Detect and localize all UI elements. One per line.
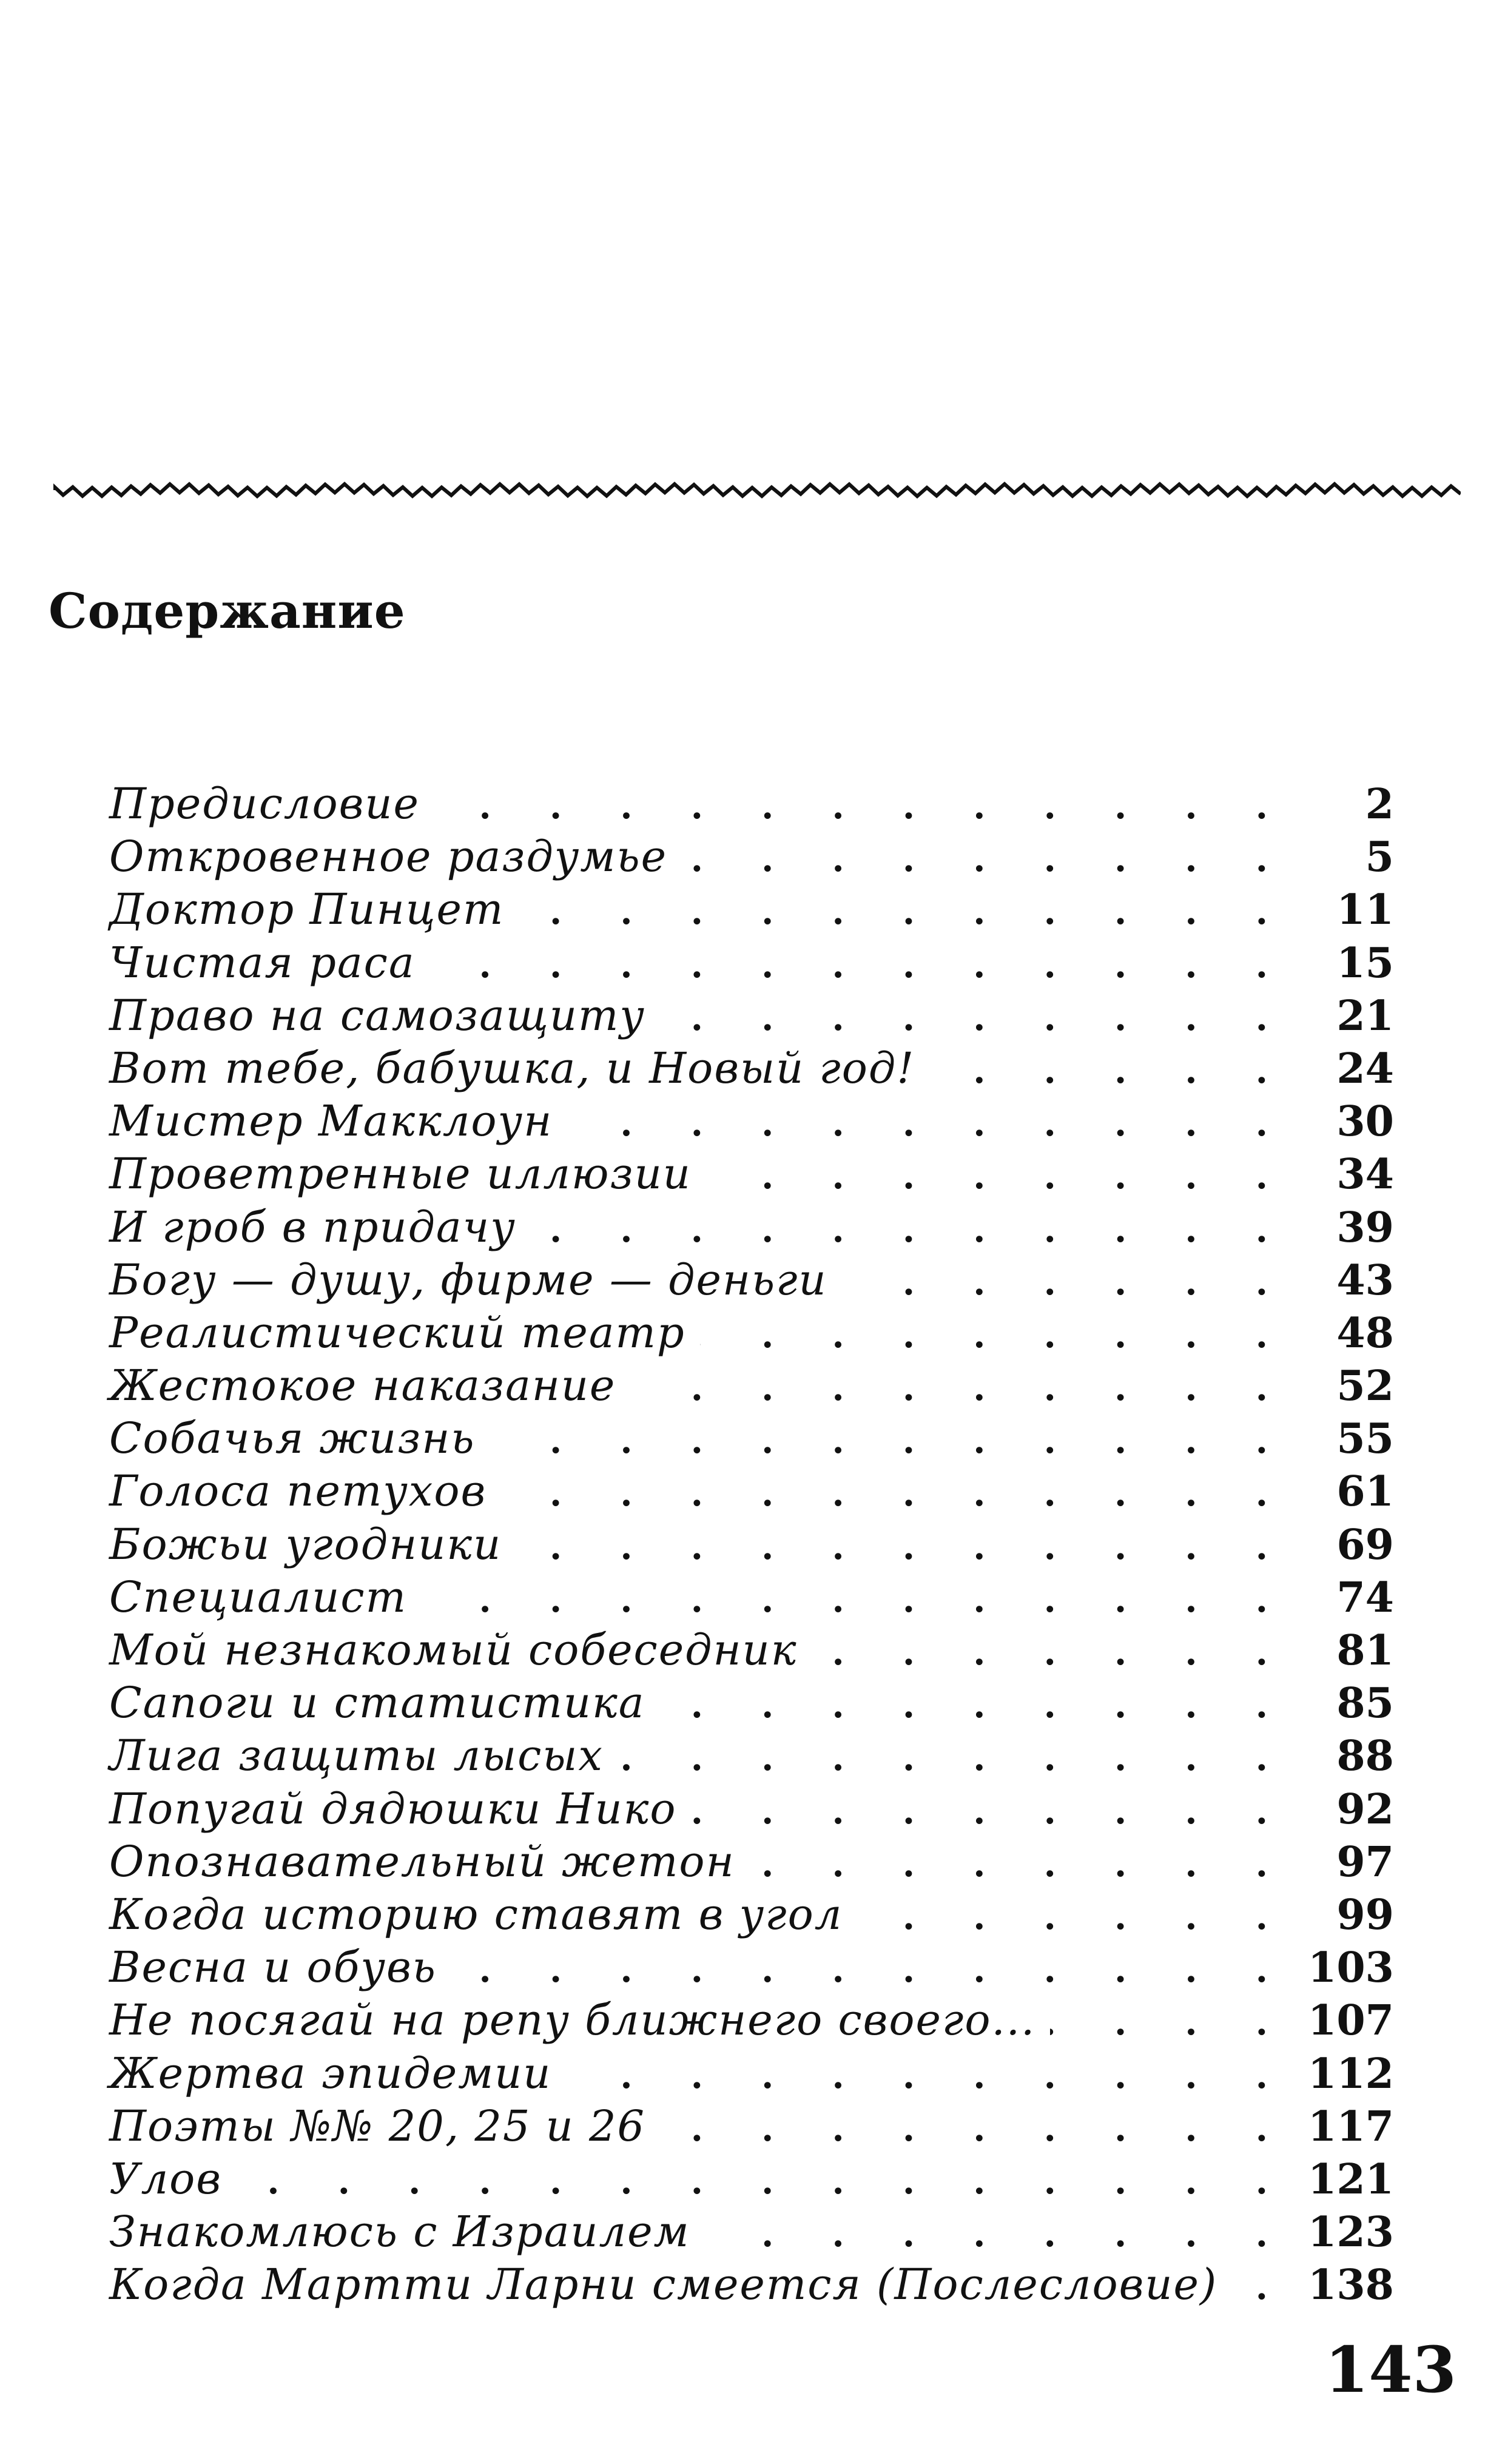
toc-entry-title: Мистер Макклоун (109, 1096, 553, 1146)
toc-entry-title: Опознавательный жетон (109, 1836, 735, 1887)
toc-entry-page-number: 34 (1336, 1150, 1394, 1199)
toc-entry (109, 1729, 1394, 1782)
dot-leader (700, 1309, 1291, 1362)
toc-entry-page-number: 88 (1336, 1732, 1394, 1781)
toc-entry-title: Голоса петухов (109, 1466, 487, 1516)
toc-entry (109, 1941, 1394, 1994)
dot-leader (422, 1574, 1291, 1626)
toc-entry-title: Попугай дядюшки Нико (109, 1783, 677, 1834)
dot-leader (451, 1944, 1291, 1996)
toc-entry (109, 830, 1394, 883)
toc-entry-page-number: 123 (1308, 2208, 1394, 2257)
dot-leader (660, 1679, 1291, 1732)
toc-entry-title: И гроб в придачу (109, 1202, 516, 1252)
toc-entry-page-number: 138 (1308, 2261, 1394, 2310)
toc-entry-page-number: 24 (1336, 1044, 1394, 1093)
dot-leader (750, 1838, 1291, 1891)
toc-entry (109, 1518, 1394, 1571)
toc-entry-page-number: 2 (1365, 780, 1394, 829)
toc-entry (109, 937, 1394, 989)
toc-entry (109, 883, 1394, 936)
toc-entry-title: Поэты №№ 20, 25 и 26 (109, 2101, 646, 2151)
toc-entry (109, 2258, 1394, 2311)
toc-entry-page-number: 39 (1336, 1203, 1394, 1252)
toc-entry-title: Богу — душу, фирме — деньги (109, 1254, 827, 1305)
dot-leader (630, 1362, 1291, 1415)
toc-entry-title: Весна и обувь (109, 1942, 437, 1993)
toc-entry-title: Улов (109, 2153, 223, 2204)
dot-leader (842, 1256, 1291, 1309)
toc-entry-page-number: 99 (1336, 1890, 1394, 1939)
toc-entry (109, 2047, 1394, 2100)
dot-leader (531, 1203, 1291, 1256)
toc-entry-page-number: 43 (1336, 1256, 1394, 1305)
toc-entry-page-number: 52 (1336, 1362, 1394, 1411)
toc-entry (109, 2100, 1394, 2153)
toc-entry (109, 1201, 1394, 1254)
toc-entry-page-number: 112 (1308, 2049, 1394, 2098)
toc-entry (109, 1359, 1394, 1412)
toc-entry-title: Специалист (109, 1572, 407, 1622)
page-number: 143 (1324, 2332, 1456, 2407)
toc-entry-page-number: 55 (1336, 1415, 1394, 1464)
toc-entry (109, 1888, 1394, 1941)
dot-leader (1232, 2261, 1291, 2314)
toc-entry-title: Лига защиты лысых (109, 1731, 604, 1781)
toc-entry-page-number: 85 (1336, 1679, 1394, 1728)
dot-leader (692, 1785, 1291, 1838)
toc-entry-page-number: 5 (1365, 833, 1394, 882)
toc-entry-page-number: 74 (1336, 1573, 1394, 1622)
toc-entry-title: Когда историю ставят в угол (109, 1889, 843, 1939)
toc-entry-page-number: 61 (1336, 1467, 1394, 1516)
toc-entry (109, 1307, 1394, 1359)
toc-entry-page-number: 107 (1308, 1996, 1394, 2045)
dot-leader (929, 1045, 1291, 1097)
dot-leader (1050, 1996, 1291, 2049)
toc-entry-title: Чистая раса (109, 937, 416, 988)
toc-entry (109, 1624, 1394, 1677)
toc-entry (109, 1095, 1394, 1148)
toc-entry-page-number: 81 (1336, 1626, 1394, 1675)
toc-entry-page-number: 103 (1308, 1944, 1394, 1993)
toc-entry-page-number: 48 (1336, 1308, 1394, 1358)
dot-leader (519, 886, 1291, 938)
toc-entry (109, 1783, 1394, 1836)
dot-leader (434, 780, 1291, 833)
toc-entry-title: Собачья жизнь (109, 1413, 476, 1464)
toc-entry-page-number: 117 (1308, 2102, 1394, 2151)
toc-entry-title: Проветренные иллюзии (109, 1149, 692, 1199)
dot-leader (812, 1626, 1291, 1679)
toc-entry-title: Сапоги и статистика (109, 1678, 645, 1728)
toc-entry (109, 2153, 1394, 2206)
toc-entry-page-number: 30 (1336, 1097, 1394, 1146)
toc-entry-title: Не посягай на репу ближнего своего... (109, 1995, 1036, 2045)
dot-leader (705, 2208, 1291, 2261)
dot-leader (430, 939, 1291, 992)
toc-entry-title: Знакомлюсь с Израилем (109, 2207, 690, 2257)
toc-entry (109, 1465, 1394, 1518)
toc-entry (109, 1042, 1394, 1095)
toc-entry-page-number: 121 (1308, 2155, 1394, 2204)
toc-entry (109, 2206, 1394, 2258)
toc-entry-page-number: 97 (1336, 1837, 1394, 1887)
dot-leader (566, 2050, 1291, 2102)
toc-entry-title: Мой незнакомый собеседник (109, 1625, 798, 1675)
dot-leader (490, 1415, 1291, 1467)
toc-entry-page-number: 69 (1336, 1520, 1394, 1569)
dot-leader (567, 1097, 1291, 1150)
toc-entry (109, 989, 1394, 1042)
toc-entry-title: Право на самозащиту (109, 990, 645, 1040)
toc-entry-page-number: 15 (1336, 938, 1394, 988)
toc-entry (109, 1994, 1394, 2047)
dot-leader (660, 992, 1291, 1045)
toc-entry-title: Доктор Пинцет (109, 884, 505, 935)
dot-leader (516, 1521, 1291, 1574)
toc-list (109, 778, 1394, 2311)
toc-entry-title: Когда Мартти Ларни смеется (Послесловие) (109, 2260, 1218, 2310)
dot-leader (501, 1467, 1291, 1520)
dot-leader (706, 1150, 1291, 1203)
dot-leader (660, 2102, 1291, 2155)
toc-entry-page-number: 92 (1336, 1785, 1394, 1834)
toc-entry-title: Жертва эпидемии (109, 2048, 552, 2098)
dot-leader (618, 1732, 1291, 1785)
toc-entry-title: Реалистический театр (109, 1307, 685, 1358)
toc-entry (109, 1148, 1394, 1200)
toc-entry (109, 1836, 1394, 1888)
toc-entry-title: Божьи угодники (109, 1519, 502, 1569)
toc-entry-page-number: 11 (1336, 886, 1394, 935)
toc-entry (109, 1677, 1394, 1729)
toc-entry (109, 1571, 1394, 1624)
dot-leader (237, 2155, 1291, 2208)
toc-entry-title: Предисловие (109, 779, 420, 829)
toc-entry (109, 1254, 1394, 1307)
toc-entry (109, 778, 1394, 830)
decorative-wavy-rule (53, 472, 1461, 508)
toc-entry-title: Вот тебе, бабушка, и Новый год! (109, 1043, 915, 1093)
toc-entry-title: Жестокое наказание (109, 1361, 616, 1411)
toc-heading: Содержание (49, 582, 406, 639)
dot-leader (682, 833, 1291, 886)
toc-entry-page-number: 21 (1336, 991, 1394, 1040)
dot-leader (857, 1891, 1291, 1944)
toc-entry-title: Откровенное раздумье (109, 832, 667, 882)
toc-entry (109, 1412, 1394, 1465)
